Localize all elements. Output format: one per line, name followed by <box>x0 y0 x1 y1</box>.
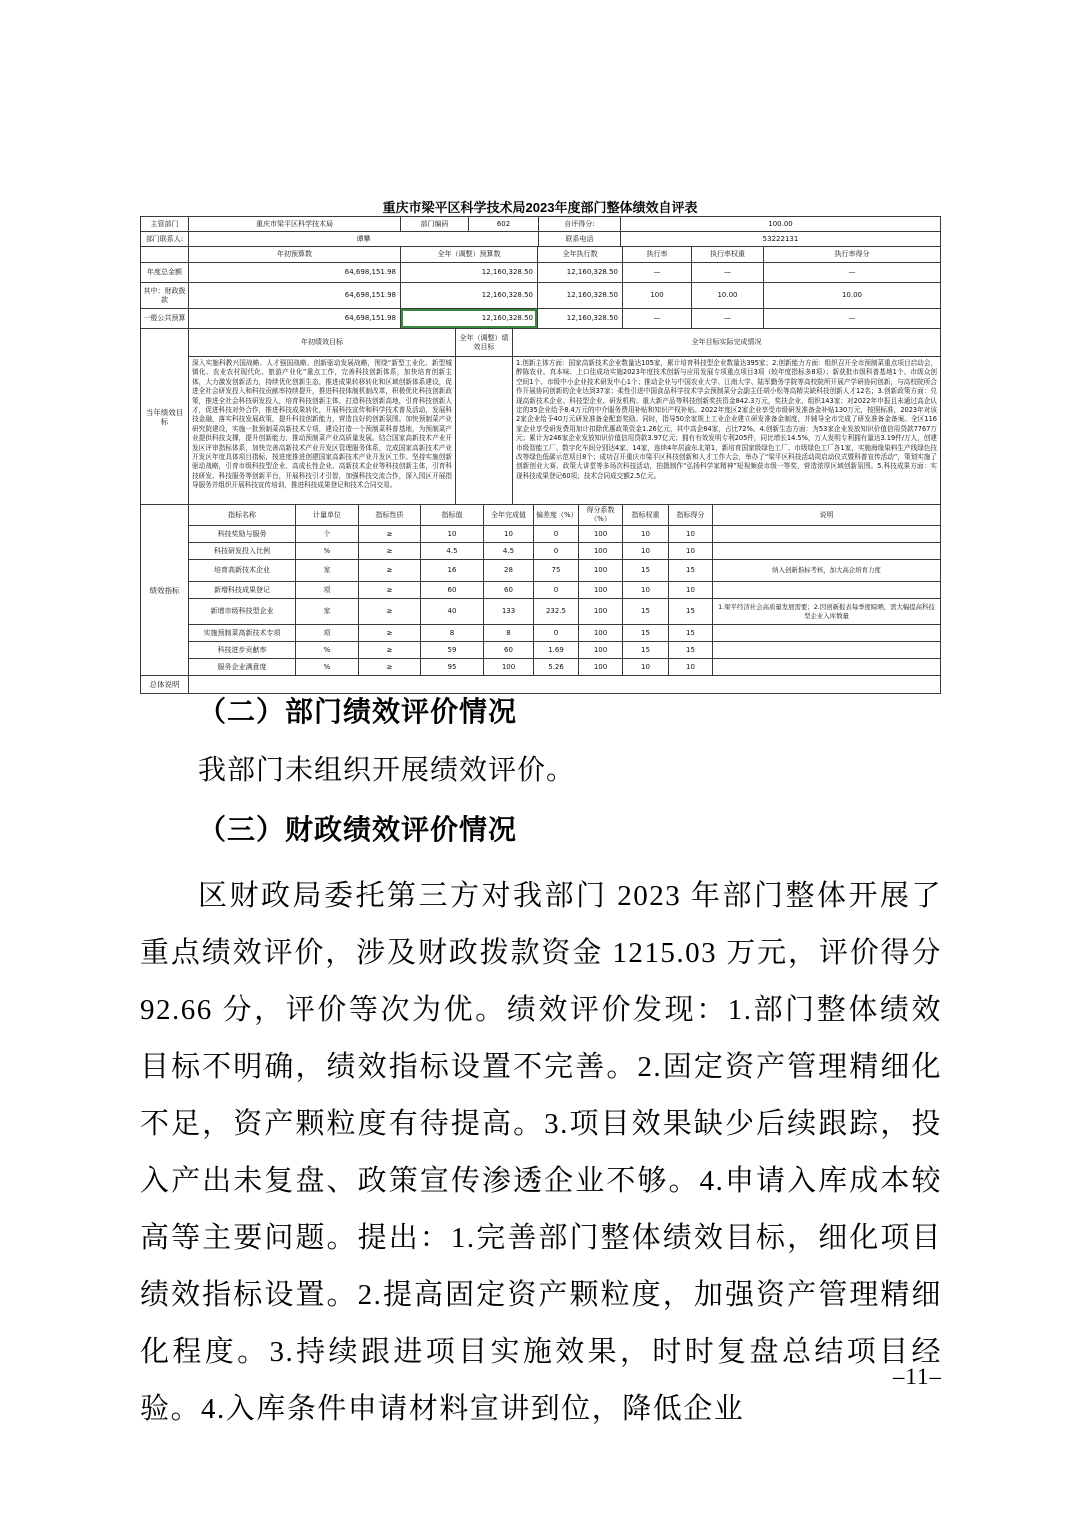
cell-executed: 12,160,328.50 <box>538 283 623 309</box>
row-label: 年度总金额 <box>141 263 189 283</box>
ind-note <box>713 526 941 543</box>
cell-initial: 64,698,151.98 <box>189 309 401 329</box>
budget-table <box>140 246 941 329</box>
phone-value: 53222131 <box>621 232 941 247</box>
section-paragraph-3: 区财政局委托第三方对我部门 2023 年部门整体开展了重点绩效评价，涉及财政拨款资金 1215.03 万元，评价得分 92.66 分，评价等次为优。绩效评价发现：1.部门整体绩效目标不明确，绩效指标设置不完善。2.固定资产管理精细化不足，资产颗粒度有待提高。3.项目效果缺少后续跟踪，投入产出未复盘、政策宣传渗透企业不够。4.申请入库成本较高等主要问题。提出：1.完善部门整体绩效目标，细化项目绩效指标设置。2.提高固定资产颗粒度，加强资产管理精细化程度。3.持续跟进项目实施效果，时时复盘总结项目经验。4.入库条件申请材料宣讲到位，降低企业 <box>140 880 942 1425</box>
ind-name: 科技研发投入比例 <box>189 543 296 560</box>
goals-row-label: 当年绩效目标 <box>141 329 189 505</box>
ind-deviation: 0 <box>534 543 579 560</box>
ind-deviation: 0 <box>534 625 579 642</box>
ind-weight: 10 <box>623 543 669 560</box>
ind-actual: 100 <box>484 659 534 676</box>
dept-value: 重庆市梁平区科学技术局 <box>189 217 401 232</box>
indicators-table <box>140 504 941 676</box>
ind-note <box>713 582 941 599</box>
ind-score: 15 <box>669 625 713 642</box>
cell-adjusted-selected: 12,160,328.50 <box>401 309 538 329</box>
section-heading-3: （三）财政绩效评价情况 <box>198 815 518 846</box>
cell-weight: 10.00 <box>692 283 764 309</box>
ind-score: 10 <box>669 659 713 676</box>
cell-executed: 12,160,328.50 <box>538 263 623 283</box>
ind-coefficient: 100 <box>579 526 623 543</box>
cell-weight: — <box>692 309 764 329</box>
code-label: 部门编码 <box>401 217 469 232</box>
cell-adjusted: 12,160,328.50 <box>401 263 538 283</box>
budget-header-executed: 全年执行数 <box>538 247 623 263</box>
ind-weight: 10 <box>623 526 669 543</box>
ind-actual: 10 <box>484 526 534 543</box>
score-label: 自评得分: <box>539 217 621 232</box>
ind-score: 15 <box>669 642 713 659</box>
ind-unit: % <box>296 642 359 659</box>
hdr-coefficient: 得分系数（%） <box>579 505 623 526</box>
contact-value: 谭攀 <box>189 232 539 247</box>
ind-unit: 项 <box>296 582 359 599</box>
ind-note <box>713 543 941 560</box>
ind-weight: 10 <box>623 659 669 676</box>
ind-deviation: 232.5 <box>534 599 579 625</box>
indicator-row <box>141 599 941 625</box>
ind-note <box>713 642 941 659</box>
ind-coefficient: 100 <box>579 642 623 659</box>
ind-name: 新增科技成果登记 <box>189 582 296 599</box>
hdr-note: 说明 <box>713 505 941 526</box>
goals-header-initial: 年初绩效目标 <box>189 329 456 357</box>
goals-header-adjusted: 全年（调整）绩效目标 <box>456 329 513 357</box>
cell-initial: 64,698,151.98 <box>189 283 401 309</box>
ind-weight: 15 <box>623 599 669 625</box>
cell-executed: 12,160,328.50 <box>538 309 623 329</box>
cell-score: — <box>764 263 941 283</box>
ind-score: 15 <box>669 599 713 625</box>
info-table <box>140 216 941 247</box>
row-label: 其中：财政拨款 <box>141 283 189 309</box>
cell-score: — <box>764 309 941 329</box>
ind-target: 40 <box>421 599 484 625</box>
ind-target: 8 <box>421 625 484 642</box>
table-title: 重庆市梁平区科学技术局2023年度部门整体绩效自评表 <box>382 200 698 215</box>
ind-actual: 4.5 <box>484 543 534 560</box>
hdr-target: 指标值 <box>421 505 484 526</box>
ind-unit: 家 <box>296 560 359 582</box>
goal-adjusted-text <box>456 357 513 505</box>
ind-score: 15 <box>669 560 713 582</box>
ind-weight: 10 <box>623 582 669 599</box>
ind-target: 60 <box>421 582 484 599</box>
ind-target: 10 <box>421 526 484 543</box>
overall-value <box>189 676 941 694</box>
ind-name: 科技奖励与服务 <box>189 526 296 543</box>
ind-nature: ≥ <box>359 625 421 642</box>
ind-score: 10 <box>669 543 713 560</box>
page-number: –11– <box>892 1364 942 1389</box>
cell-rate: 100 <box>623 283 692 309</box>
cell-rate: — <box>623 309 692 329</box>
ind-nature: ≥ <box>359 560 421 582</box>
ind-nature: ≥ <box>359 543 421 560</box>
budget-header-adjusted: 全年（调整）预算数 <box>401 247 538 263</box>
indicator-row <box>141 560 941 582</box>
ind-coefficient: 100 <box>579 599 623 625</box>
goals-header-row <box>141 329 941 357</box>
ind-score: 10 <box>669 526 713 543</box>
ind-target: 16 <box>421 560 484 582</box>
hdr-deviation: 偏差度（%） <box>534 505 579 526</box>
ind-target: 59 <box>421 642 484 659</box>
overall-label: 总体说明 <box>141 676 189 694</box>
cell-weight: — <box>692 263 764 283</box>
overall-row <box>141 676 941 694</box>
indicators-header-row <box>141 505 941 526</box>
ind-coefficient: 100 <box>579 543 623 560</box>
budget-header-initial: 年初预算数 <box>189 247 401 263</box>
goals-content-row <box>141 357 941 505</box>
ind-deviation: 0 <box>534 526 579 543</box>
ind-weight: 15 <box>623 560 669 582</box>
cell-initial: 64,698,151.98 <box>189 263 401 283</box>
ind-name: 培育高新技术企业 <box>189 560 296 582</box>
budget-row-general <box>141 309 941 329</box>
ind-nature: ≥ <box>359 659 421 676</box>
ind-name: 科技进步贡献率 <box>189 642 296 659</box>
prose-section <box>140 692 942 1438</box>
section-heading-2: （二）部门绩效评价情况 <box>198 697 518 728</box>
indicator-row <box>141 543 941 560</box>
hdr-weight: 指标权重 <box>623 505 669 526</box>
ind-nature: ≥ <box>359 642 421 659</box>
ind-deviation: 1.69 <box>534 642 579 659</box>
ind-coefficient: 100 <box>579 625 623 642</box>
budget-row-fiscal <box>141 283 941 309</box>
ind-actual: 60 <box>484 582 534 599</box>
info-row-1 <box>141 217 941 232</box>
goals-header-completion: 全年目标实际完成情况 <box>513 329 941 357</box>
ind-deviation: 75 <box>534 560 579 582</box>
hdr-nature: 指标性质 <box>359 505 421 526</box>
budget-header-blank <box>141 247 189 263</box>
indicator-row <box>141 582 941 599</box>
ind-actual: 60 <box>484 642 534 659</box>
dept-label: 主管部门 <box>141 217 189 232</box>
ind-deviation: 5.26 <box>534 659 579 676</box>
ind-note <box>713 659 941 676</box>
ind-target: 4.5 <box>421 543 484 560</box>
contact-label: 部门联系人: <box>141 232 189 247</box>
ind-coefficient: 100 <box>579 560 623 582</box>
phone-label: 联系电话 <box>539 232 621 247</box>
ind-actual: 28 <box>484 560 534 582</box>
ind-unit: 个 <box>296 526 359 543</box>
ind-target: 95 <box>421 659 484 676</box>
ind-score: 10 <box>669 582 713 599</box>
hdr-unit: 计量单位 <box>296 505 359 526</box>
budget-header-rate: 执行率 <box>623 247 692 263</box>
ind-coefficient: 100 <box>579 659 623 676</box>
ind-deviation: 0 <box>534 582 579 599</box>
hdr-score: 指标得分 <box>669 505 713 526</box>
section-paragraph-2: 我部门未组织开展绩效评价。 <box>198 755 576 786</box>
budget-header-row <box>141 247 941 263</box>
ind-unit: % <box>296 543 359 560</box>
ind-note: 纳入创新指标考核，加大高企培育力度 <box>713 560 941 582</box>
row-label: 一般公共预算 <box>141 309 189 329</box>
ind-actual: 8 <box>484 625 534 642</box>
hdr-name: 指标名称 <box>189 505 296 526</box>
cell-adjusted: 12,160,328.50 <box>401 283 538 309</box>
ind-unit: 项 <box>296 625 359 642</box>
goals-table <box>140 328 941 505</box>
ind-coefficient: 100 <box>579 582 623 599</box>
ind-note <box>713 625 941 642</box>
budget-header-weight: 执行率权重 <box>692 247 764 263</box>
ind-unit: % <box>296 659 359 676</box>
hdr-actual: 全年完成值 <box>484 505 534 526</box>
code-value: 602 <box>469 217 539 232</box>
self-evaluation-table <box>140 200 940 694</box>
goal-initial-text: 深入实施科教兴国战略、人才强国战略、创新驱动发展战略，围绕“新型工业化、新型城镇化、农业农村现代化、旅游产业化”重点工作，完善科技创新体系，加快培育创新主体，大力激发创新活力，持续优化创新生态，推进成果转移转化和区域创新体系建设，促进全社会研发投入和科技贡献率持续提升，推进科技体制机制改革，积极优化科技创新政策，推进全社会科技研发投入，培育科技创新主体，打造科技创新高地，引育科技创新人才，促进科技对外合作，推进科技成果转化，开展科技宣传和科学技术普及活动，发展科技金融，落实科技发展政策，提升科技创新能力，营造良好的创新氛围。加快预制菜产业研究院建设，实施一批预制菜高新技术专项，建设打造一个预制菜科普基地，为预制菜产业提供科技支撑，提升创新能力，推动预制菜产业高质量发展。结合国家高新技术产业开发区评审指标体系，加快完善高新技术产业开发区管理服务体系，完成国家高新技术产业开发区年度具体项目指标，按进度推进创建国家高新技术产业开发区工作。坚持实施创新驱动战略，引育市级科技型企业、高成长性企业、高新技术企业等科技创新主体，引育科技研发、科技服务等创新平台，开展科技引才引智，加强科技交流合作，深入园区开展指导服务并组织开展科技宣传培训，推进科技成果登记和技术合同交易。 <box>189 357 456 505</box>
goal-completion-text: 1.创新主体方面：国家高新技术企业数量达105家，累计培育科技型企业数量达395家；2.创新能力方面：组织召开全市预制菜重点项目启动会，醉陈农业、真本味、上口佳成功实施2023年度技术创新与应用发展专项重点项目3项（较年度指标多8项）；新获批市级科普基地1个、市级众创空间1个、市级中小企业技术研发中心1个；推动企业与中国农业大学、江南大学、陆军勤务学院等高校院所开展产学研协同创新，与高校院所合作开展协同创新的企业达到37家；柔性引进中国食品科学技术学会预制菜分会副主任胡小松等高精尖缺科技创新人才12名；3.创新政策方面：兑现高新技术企业、科技型企业、研发机构、重大新产品等科技创新奖扶资金842.3万元，奖扶企业、组织143家；对2022年申报且未通过高企认定的35企业给予8.4万元的中介服务费用补贴和知识产权补贴。2022年度区2家企业享受市级研发准备金补贴130万元，按照标准，2023年对该2家企业给予40万元研发准备金配套奖励。同时，指导50余家规上工业企业建立研发准备金制度，并辅导全市完成了研发准备金备案。全区116家企业享受研发费用加计扣除优惠政策资金1.26亿元，其中高企84家，占比72%。4.创新生态方面：为53家企业发放知识价值信用贷款7767万元；累计为246家企业发放知识价值信用贷款3.97亿元；拥有有效发明专利205件，同比增长14.5%，万人发明专利拥有量达3.19件/万人，创建市级智能工厂、数字化车间分别达4家、14家，连续4年居渝东北第1，新培育国家级绿色工厂、市级绿色工厂各1家，实施海缘染料生产线绿色技改等绿色低碳示范项目8个；成功召开重庆市梁平区科技创新和人才工作大会，举办了“梁平区科技活动周启动仪式暨科普宣传活动”，策划实施了创新创业大赛、政策大讲堂等多场次科技活动，拍摄制作“弘扬科学家精神”短视频获市级一等奖，营造浓厚区域创新氛围。5.科技成果方面：实现科技成果登记60项；技术合同成交额2.5亿元。 <box>513 357 941 505</box>
indicator-row <box>141 642 941 659</box>
ind-name: 实施预制菜高新技术专项 <box>189 625 296 642</box>
info-row-2 <box>141 232 941 247</box>
ind-nature: ≥ <box>359 582 421 599</box>
cell-rate: — <box>623 263 692 283</box>
ind-weight: 15 <box>623 625 669 642</box>
cell-score: 10.00 <box>764 283 941 309</box>
ind-note: 1.梁平经济社会高质量发展需要；2.因创新报表每季度晾晒，需大幅提高科技型企业入库数量 <box>713 599 941 625</box>
indicator-row <box>141 526 941 543</box>
ind-name: 新增市级科技型企业 <box>189 599 296 625</box>
budget-row-total <box>141 263 941 283</box>
ind-nature: ≥ <box>359 526 421 543</box>
ind-name: 服务企业满意度 <box>189 659 296 676</box>
ind-weight: 15 <box>623 642 669 659</box>
score-value: 100.00 <box>621 217 941 232</box>
indicators-row-label: 绩效指标 <box>141 505 189 676</box>
ind-actual: 133 <box>484 599 534 625</box>
ind-unit: 家 <box>296 599 359 625</box>
budget-header-score: 执行率得分 <box>764 247 941 263</box>
ind-nature: ≥ <box>359 599 421 625</box>
indicator-row <box>141 659 941 676</box>
indicator-row <box>141 625 941 642</box>
